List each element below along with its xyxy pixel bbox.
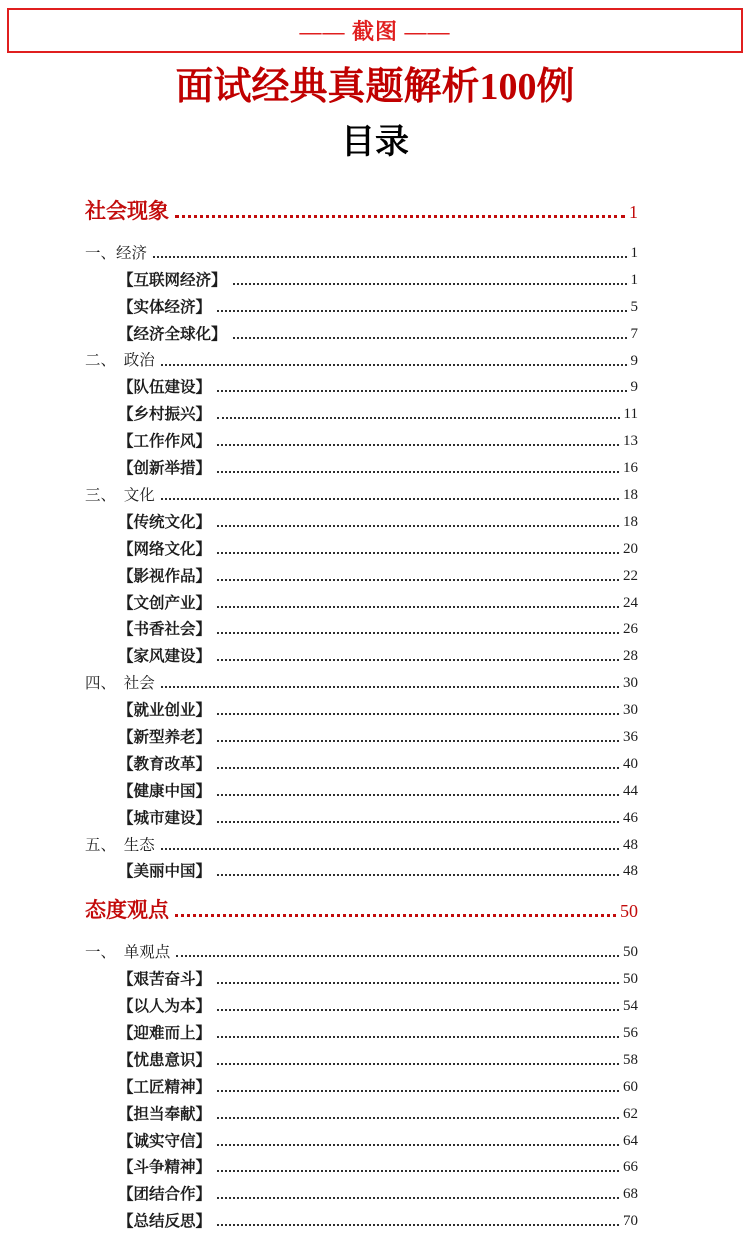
toc-category-label: 二、 政治 bbox=[85, 352, 155, 370]
dot-leader bbox=[217, 740, 619, 742]
dot-leader bbox=[161, 686, 619, 688]
toc-subtopic-label: 【互联网经济】 bbox=[118, 271, 227, 289]
toc-subtopic-entry[interactable] bbox=[85, 1015, 638, 1042]
toc-subtopic-label: 【以人为本】 bbox=[118, 998, 212, 1016]
toc-subtopic-label: 【书香社会】 bbox=[118, 621, 212, 639]
document-page bbox=[0, 8, 750, 1230]
toc-category-label: 四、 社会 bbox=[85, 675, 155, 693]
toc-page-number: 30 bbox=[623, 675, 638, 692]
toc-subtopic-label: 【就业创业】 bbox=[118, 702, 212, 720]
toc-subtopic-label: 【诚实守信】 bbox=[118, 1132, 212, 1150]
dot-leader bbox=[233, 337, 627, 339]
toc-page-number: 28 bbox=[623, 648, 638, 665]
toc-subtopic-label: 【工作作风】 bbox=[118, 433, 212, 451]
toc-subtopic-entry[interactable] bbox=[85, 1042, 638, 1069]
dot-leader bbox=[217, 874, 619, 876]
toc-subtopic-label: 【担当奉献】 bbox=[118, 1105, 212, 1123]
toc-page-number: 50 bbox=[623, 944, 638, 961]
toc-subtopic-entry[interactable] bbox=[85, 719, 638, 746]
toc-page-number: 18 bbox=[623, 513, 638, 530]
dot-leader bbox=[217, 444, 619, 446]
toc-subtopic-entry[interactable] bbox=[85, 746, 638, 773]
toc-subtopic-label: 【创新举措】 bbox=[118, 460, 212, 478]
toc-page-number: 60 bbox=[623, 1078, 638, 1095]
toc-subtopic-label: 【艰苦奋斗】 bbox=[118, 971, 212, 989]
dot-leader bbox=[217, 1117, 619, 1119]
toc-subtopic-label: 【斗争精神】 bbox=[118, 1159, 212, 1177]
dot-leader bbox=[217, 1063, 619, 1065]
toc-title: 目录 bbox=[341, 123, 409, 161]
toc-subtopic-label: 【乡村振兴】 bbox=[118, 406, 212, 424]
document-title: 面试经典真题解析100例 bbox=[175, 66, 575, 108]
toc-page-number: 24 bbox=[623, 594, 638, 611]
toc-page-number: 13 bbox=[623, 433, 638, 450]
toc-list bbox=[85, 191, 638, 1230]
toc-section-label: 社会现象 bbox=[85, 199, 169, 223]
toc-category-entry[interactable] bbox=[85, 343, 638, 370]
toc-page-number: 56 bbox=[623, 1025, 638, 1042]
toc-subtopic-entry[interactable] bbox=[85, 585, 638, 612]
toc-subtopic-entry[interactable] bbox=[85, 612, 638, 639]
toc-subtopic-entry[interactable] bbox=[85, 316, 638, 343]
dot-leader bbox=[217, 982, 619, 984]
toc-page-number: 62 bbox=[623, 1105, 638, 1122]
screenshot-banner bbox=[7, 8, 743, 53]
toc-subtopic-entry[interactable] bbox=[85, 800, 638, 827]
dot-leader bbox=[217, 1144, 619, 1146]
toc-subtopic-entry[interactable] bbox=[85, 450, 638, 477]
dot-leader bbox=[175, 914, 616, 917]
toc-subtopic-entry[interactable] bbox=[85, 531, 638, 558]
toc-page-number: 1 bbox=[630, 271, 638, 288]
toc-category-entry[interactable] bbox=[85, 934, 638, 961]
toc-subtopic-entry[interactable] bbox=[85, 396, 638, 423]
toc-page-number: 66 bbox=[623, 1159, 638, 1176]
toc-page-number: 44 bbox=[623, 782, 638, 799]
toc-page-number: 26 bbox=[623, 621, 638, 638]
toc-subtopic-label: 【教育改革】 bbox=[118, 755, 212, 773]
screenshot-banner-label: —— 截图 —— bbox=[299, 19, 451, 44]
toc-subtopic-label: 【健康中国】 bbox=[118, 782, 212, 800]
toc-subtopic-entry[interactable] bbox=[85, 638, 638, 665]
toc-page-number: 68 bbox=[623, 1186, 638, 1203]
toc-subtopic-entry[interactable] bbox=[85, 773, 638, 800]
toc-section-page-number: 1 bbox=[629, 202, 638, 223]
toc-page-number: 18 bbox=[623, 486, 638, 503]
toc-subtopic-label: 【总结反思】 bbox=[118, 1213, 212, 1231]
toc-subtopic-label: 【新型养老】 bbox=[118, 728, 212, 746]
toc-subtopic-entry[interactable] bbox=[85, 961, 638, 988]
dot-leader bbox=[217, 1170, 619, 1172]
toc-page-number: 48 bbox=[623, 863, 638, 880]
toc-page-number: 22 bbox=[623, 567, 638, 584]
toc-page-number: 46 bbox=[623, 809, 638, 826]
dot-leader bbox=[153, 256, 626, 258]
dot-leader bbox=[217, 417, 620, 419]
toc-page-number: 64 bbox=[623, 1132, 638, 1149]
dot-leader bbox=[217, 632, 619, 634]
toc-subtopic-label: 【网络文化】 bbox=[118, 540, 212, 558]
toc-category-label: 三、 文化 bbox=[85, 486, 155, 504]
toc-subtopic-entry[interactable] bbox=[85, 1150, 638, 1177]
toc-subtopic-entry[interactable] bbox=[85, 289, 638, 316]
toc-page-number: 5 bbox=[630, 298, 638, 315]
dot-leader bbox=[161, 498, 619, 500]
toc-subtopic-entry[interactable] bbox=[85, 558, 638, 585]
toc-subtopic-label: 【队伍建设】 bbox=[118, 379, 212, 397]
toc-page-number: 36 bbox=[623, 729, 638, 745]
dot-leader bbox=[233, 283, 627, 285]
toc-category-entry[interactable] bbox=[85, 665, 638, 692]
toc-subtopic-label: 【实体经济】 bbox=[118, 298, 212, 316]
dot-leader bbox=[217, 552, 619, 554]
dot-leader bbox=[161, 364, 627, 366]
dot-leader bbox=[217, 659, 619, 661]
toc-page-number: 58 bbox=[623, 1051, 638, 1068]
toc-page-number: 9 bbox=[630, 379, 638, 396]
toc-subtopic-entry[interactable] bbox=[85, 988, 638, 1015]
toc-subtopic-label: 【美丽中国】 bbox=[118, 863, 212, 881]
dot-leader bbox=[217, 606, 619, 608]
dot-leader bbox=[217, 579, 619, 581]
toc-page-number: 40 bbox=[623, 755, 638, 772]
toc-subtopic-entry[interactable] bbox=[85, 423, 638, 450]
dot-leader bbox=[217, 1197, 619, 1199]
toc-page-number: 50 bbox=[623, 971, 638, 988]
toc-page-number: 11 bbox=[623, 406, 638, 423]
dot-leader bbox=[217, 390, 626, 392]
dot-leader bbox=[217, 794, 619, 796]
toc-category-label: 一、经济 bbox=[85, 244, 148, 262]
toc-subtopic-label: 【经济全球化】 bbox=[118, 325, 227, 343]
toc-subtopic-entry[interactable] bbox=[85, 1203, 638, 1230]
toc-subtopic-label: 【城市建设】 bbox=[118, 809, 212, 827]
toc-subtopic-label: 【团结合作】 bbox=[118, 1186, 212, 1204]
toc-category-label: 一、 单观点 bbox=[85, 944, 171, 962]
dot-leader bbox=[217, 821, 619, 823]
dot-leader bbox=[175, 215, 625, 218]
dot-leader bbox=[217, 1009, 619, 1011]
toc-page-number: 20 bbox=[623, 540, 638, 557]
toc-category-entry[interactable] bbox=[85, 827, 638, 854]
dot-leader bbox=[217, 1090, 619, 1092]
toc-subtopic-label: 【迎难而上】 bbox=[118, 1024, 212, 1042]
dot-leader bbox=[217, 767, 619, 769]
toc-subtopic-entry[interactable] bbox=[85, 370, 638, 397]
toc-section-label: 态度观点 bbox=[85, 899, 169, 923]
toc-page-number: 16 bbox=[623, 460, 638, 477]
dot-leader bbox=[217, 525, 619, 527]
toc-subtopic-label: 【文创产业】 bbox=[118, 594, 212, 612]
toc-section-entry[interactable] bbox=[85, 890, 638, 922]
toc-subtopic-entry[interactable] bbox=[85, 854, 638, 881]
toc-page-number: 30 bbox=[623, 702, 638, 719]
toc-page-number: 70 bbox=[623, 1213, 638, 1230]
toc-subtopic-entry[interactable] bbox=[85, 1096, 638, 1123]
toc-section-entry[interactable] bbox=[85, 191, 638, 223]
dot-leader bbox=[217, 713, 619, 715]
toc-category-label: 五、 生态 bbox=[85, 836, 155, 854]
toc-subtopic-entry[interactable] bbox=[85, 692, 638, 719]
dot-leader bbox=[217, 1224, 619, 1226]
toc-category-entry[interactable] bbox=[85, 235, 638, 262]
toc-page-number: 54 bbox=[623, 998, 638, 1015]
dot-leader bbox=[217, 310, 626, 312]
toc-subtopic-entry[interactable] bbox=[85, 1069, 638, 1096]
toc-subtopic-label: 【工匠精神】 bbox=[118, 1078, 212, 1096]
toc-subtopic-label: 【影视作品】 bbox=[118, 567, 212, 585]
dot-leader bbox=[217, 1036, 619, 1038]
dot-leader bbox=[176, 955, 619, 957]
toc-page-number: 9 bbox=[630, 352, 638, 369]
dot-leader bbox=[217, 471, 619, 473]
toc-subtopic-label: 【家风建设】 bbox=[118, 648, 212, 666]
dot-leader bbox=[161, 848, 619, 850]
toc-page-number: 7 bbox=[630, 325, 638, 342]
toc-subtopic-label: 【忧患意识】 bbox=[118, 1051, 212, 1069]
toc-subtopic-entry[interactable] bbox=[85, 504, 638, 531]
toc-page-number: 48 bbox=[623, 836, 638, 853]
toc-subtopic-label: 【传统文化】 bbox=[118, 513, 212, 531]
toc-subtopic-entry[interactable] bbox=[85, 1176, 638, 1203]
toc-subtopic-entry[interactable] bbox=[85, 1123, 638, 1150]
toc-subtopic-entry[interactable] bbox=[85, 262, 638, 289]
toc-page-number: 1 bbox=[630, 244, 638, 261]
toc-category-entry[interactable] bbox=[85, 477, 638, 504]
toc-section-page-number: 50 bbox=[620, 901, 638, 922]
